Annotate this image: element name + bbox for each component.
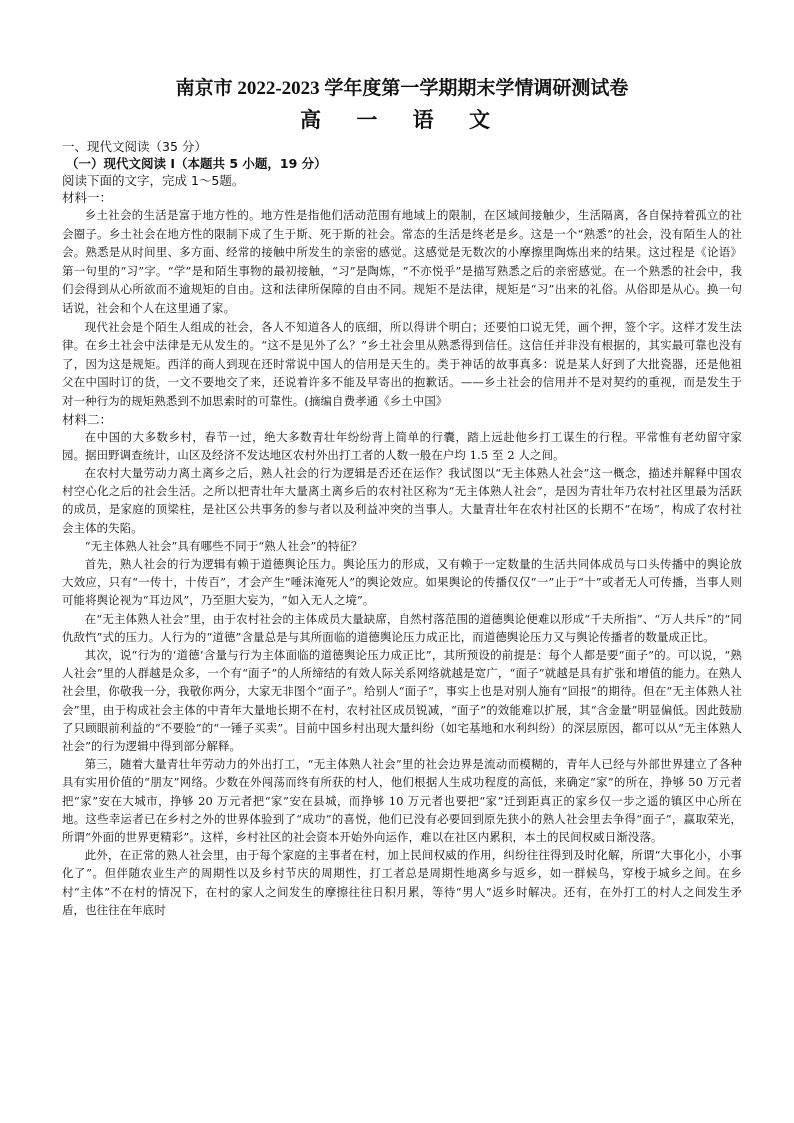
- material-two-paragraph: 其次，说“行为的‘道德’含量与行为主体面临的道德舆论压力成正比”，其所预设的前提是：每个人都是要“面子”的。可以说，“熟人社会”里的人群越是众多，一个有“面子”的人所缔结的有效人际关系网络就越是宽广，“面子”就越是具有扩张和增值的能力。在熟人社会里，你敬我一分，我敬你两分，大家无非图个“面子”。给别人“面子”，事实上也是对别人施有“回报”的期待。但在“无主体熟人社会”里，由于构成社会主体的中青年大量地长期不在村，农村社区成员锐减，“面子”的效能难以扩展，其“含金量”明显偏低。因此鼓励了只顾眼前利益的“不要脸”的“一锤子买卖”。目前中国乡村出现大量纠纷（如宅基地和水利纠纷）的深层原因，都可以从“无主体熟人社会”的行为逻辑中得到部分解释。: [62, 647, 742, 753]
- material-two-paragraph: 第三，随着大量青壮年劳动力的外出打工，“无主体熟人社会”里的社会边界是流动而模糊的，青年人已经与外部世界建立了各种具有实用价值的“朋友”网络。少数在外闯荡而终有所获的村人，他们根据人生成功程度的高低，来确定“家”的所在，挣够 50 万元者把“家”安在大城市，挣够 20 万元者把“家”安在县城，而挣够 10 万元者也要把“家”迁到距真正的家乡仅一步之遥的镇区中心所在地。这些幸运者已在乡村之外的世界体验到了“成功”的喜悦，他们已没有必要回到原先狭小的熟人社会里去争得“面子”，赢取荣光，所谓“外面的世界更精彩”。这样，乡村社区的社会资本开始外向运作，难以在社区内累积，本土的民间权威日渐没落。: [62, 757, 742, 844]
- material-two-paragraph: 此外，在正常的熟人社会里，由于每个家庭的主事者在村，加上民间权威的作用，纠纷往往得到及时化解，所谓“大事化小，小事化了”。但伴随农业生产的周期性以及乡村节庆的周期性，打工者总是周期性地离乡与返乡，如一群候鸟，穿梭于城乡之间。在乡村“主体”不在村的情况下，在村的家人之间发生的摩擦往往日积月累，等待“男人”返乡时解决。还有，在外打工的村人之间发生矛盾，也往往在年底时: [62, 848, 742, 917]
- material-one-paragraph: 现代社会是个陌生人组成的社会，各人不知道各人的底细，所以得讲个明白；还要怕口说无凭，画个押，签个字。这样才发生法律。在乡土社会中法律是无从发生的。“这不是见外了么？”乡土社会里从熟悉得到信任。这信任并非没有根据的，其实最可靠也没有了，因为这是规矩。西洋的商人到现在还时常说中国人的信用是天生的。类于神话的故事真多：说是某人好到了大批瓷器，还是他祖父在中国时订的货，一文不要地交了来，还说着许多不能及早寄出的抱歉话。——乡土社会的信用并不是对契约的重视，而是发生于对一种行为的规矩熟悉到不加思索时的可靠性。(摘编自费孝通《乡土中国》: [62, 319, 742, 408]
- section-heading: 一、现代文阅读（35 分）: [62, 139, 207, 154]
- material-two-label: 材料二：: [62, 411, 113, 427]
- exam-title: 南京市 2022-2023 学年度第一学期期末学情调研测试卷: [175, 78, 629, 99]
- subsection-heading: （一）现代文阅读 I（本题共 5 小题，19 分）: [66, 156, 327, 171]
- material-two-paragraph: 在农村大量劳动力离土离乡之后，熟人社会的行为逻辑是否还在运作？我试图以“无主体熟人社会”这一概念，描述并解释中国农村空心化之后的社会生活。之所以把青壮年大量离土离乡后的农村社区称为“无主体熟人社会”，是因为青壮年乃农村社区里最为活跃的成员，是家庭的顶梁柱，是社区公共事务的参与者以及利益冲突的当事人。大量青壮年在农村社区的长期不“在场”，构成了农村社会主体的失陷。: [62, 465, 742, 535]
- material-two-paragraph: “无主体熟人社会”具有哪些不同于“熟人社会”的特征？: [84, 538, 363, 553]
- material-two-paragraph: 在中国的大多数乡村，春节一过，绝大多数青壮年纷纷背上简单的行囊，踏上远赴他乡打工谋生的行程。平常惟有老幼留守家园。据田野调查统计，山区及经济不发达地区农村外出打工者的人数一般在户均 1.5 至 2 人之间。: [62, 429, 742, 462]
- material-one-paragraph: 乡土社会的生活是富于地方性的。地方性是指他们活动范围有地域上的限制，在区域间接触少，生活隔离，各自保持着孤立的社会圈子。乡土社会在地方性的限制下成了生于斯、死于斯的社会。常态的生活是终老是乡。这是一个“熟悉”的社会，没有陌生人的社会。熟悉是从时间里、多方面、经常的接触中所发生的亲密的感觉。这感觉是无数次的小摩擦里陶炼出来的结果。这过程是《论语》第一句里的“习”字。“学”是和陌生事物的最初接触，“习”是陶炼，“不亦悦乎”是描写熟悉之后的亲密感觉。在一个熟悉的社会中，我们会得到从心所欲而不逾规矩的自由。这和法律所保障的自由不同。规矩不是法律，规矩是“习”出来的礼俗。从俗即是从心。换一句话说，社会和个人在这里通了家。: [62, 208, 742, 315]
- reading-instruction: 阅读下面的文字，完成 1～5题。: [62, 173, 245, 188]
- material-two-paragraph: 在“无主体熟人社会”里，由于农村社会的主体成员大量缺席，自然村落范围的道德舆论便难以形成“千夫所指”、“万人共斥”的“同仇敌忾”式的压力。人行为的“道德”含量总是与其所面临的道德舆论压力成正比，而道德舆论压力又与舆论传播者的数量成正比。: [62, 611, 742, 644]
- exam-page: [62, 76, 742, 919]
- exam-subject: 高 一 语 文: [300, 108, 504, 132]
- material-two-paragraph: 首先，熟人社会的行为逻辑有赖于道德舆论压力。舆论压力的形成，又有赖于一定数量的生活共同体成员与口头传播中的舆论放大效应，只有“一传十，十传百”，才会产生“唾沫淹死人”的舆论效应。如果舆论的传播仅仅“一”止于“十”或者无人可传播，当事人则可能将舆论视为“耳边风”，乃至胆大妄为，“如入无人之境”。: [62, 556, 742, 608]
- material-one-label: 材料一：: [62, 190, 113, 205]
